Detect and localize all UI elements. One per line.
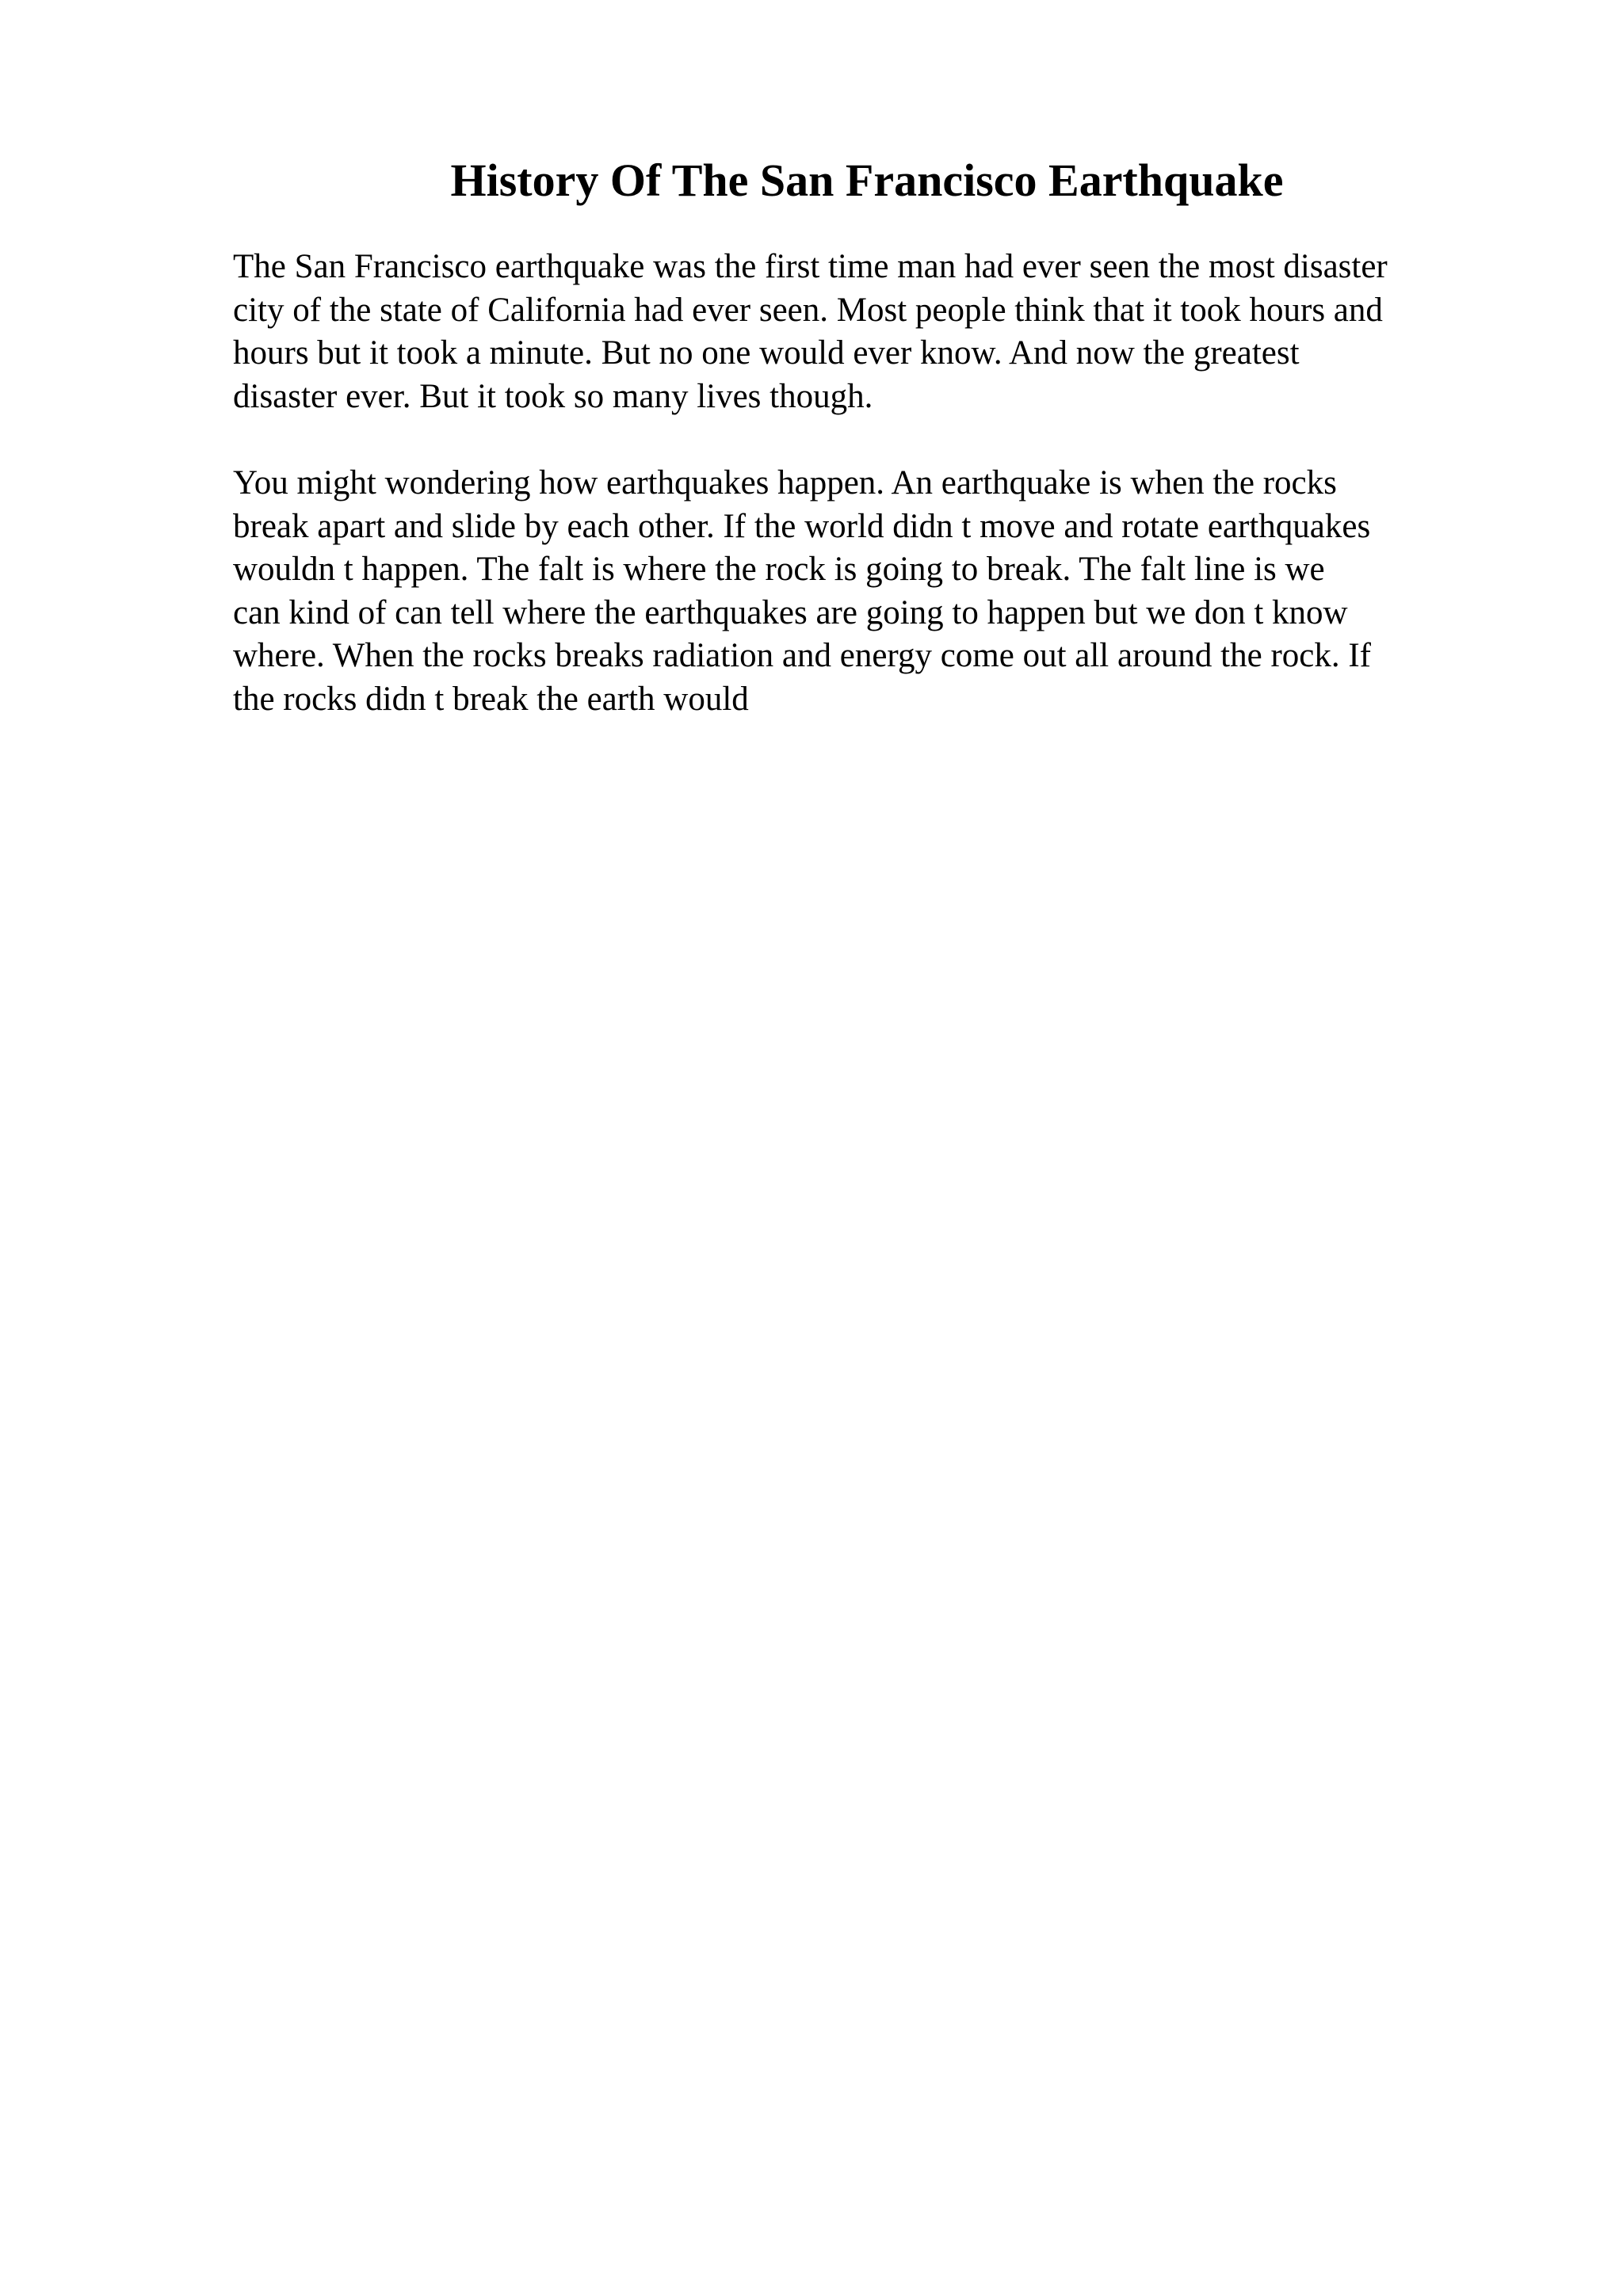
paragraph-line: break apart and slide by each other. If the world didn t move and rotate earthquakes <box>233 507 1371 545</box>
paragraph-line: city of the state of California had ever seen. Most people think that it took hours and <box>233 291 1383 329</box>
paragraph-line: You might wondering how earthquakes happen. An earthquake is when the rocks <box>233 464 1337 502</box>
paragraph-2 <box>233 462 1371 721</box>
paragraph-line: the rocks didn t break the earth would <box>233 680 749 718</box>
paragraph-line: hours but it took a minute. But no one would ever know. And now the greatest <box>233 334 1300 372</box>
paragraph-line: The San Francisco earthquake was the first time man had ever seen the most disaster <box>233 248 1388 285</box>
paragraph-line: disaster ever. But it took so many lives though. <box>233 377 873 415</box>
paragraph-line: where. When the rocks breaks radiation and energy come out all around the rock. If <box>233 637 1371 674</box>
document-title: History Of The San Francisco Earthquake <box>450 154 1284 206</box>
paragraph-1 <box>233 246 1388 418</box>
paragraph-line: wouldn t happen. The falt is where the rock is going to break. The falt line is we <box>233 551 1325 588</box>
paragraph-line: can kind of can tell where the earthquakes are going to happen but we don t know <box>233 593 1348 631</box>
